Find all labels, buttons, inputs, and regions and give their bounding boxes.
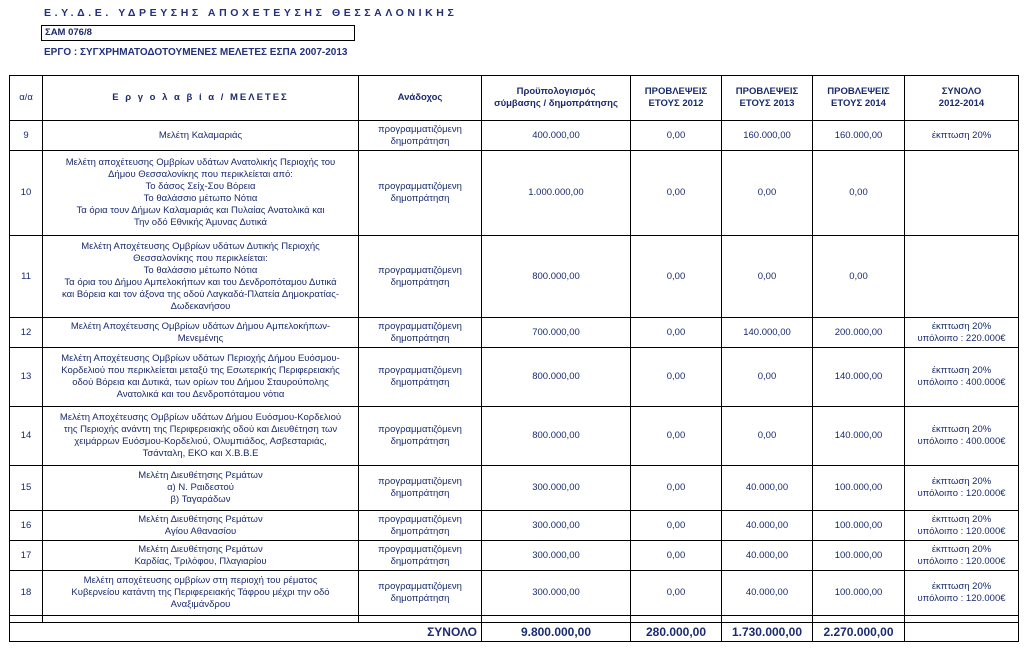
- row-total-note: [905, 318, 1019, 348]
- contractor-line: δημοπράτηση: [390, 488, 450, 499]
- row-budget: 700.000,00: [482, 318, 631, 348]
- contractor-line: δημοπράτηση: [390, 555, 450, 567]
- row-contractor: [359, 348, 482, 407]
- row-index: 18: [10, 571, 43, 616]
- description-line: Καρδίας, Τριλόφου, Πλαγιαρίου: [134, 555, 267, 567]
- row-2012: 0,00: [631, 236, 722, 318]
- col-2014-line2: ΕΤΟΥΣ 2014: [831, 98, 886, 109]
- row-description: [43, 151, 359, 236]
- row-budget: 800.000,00: [482, 407, 631, 466]
- row-2013: 0,00: [722, 151, 813, 236]
- description-line: Το δάσος Σείχ-Σου Βόρεια: [145, 181, 256, 192]
- row-2012: 0,00: [631, 121, 722, 151]
- row-contractor: [359, 541, 482, 571]
- row-index: 14: [10, 407, 43, 466]
- contractor-line: δημοπράτηση: [390, 525, 450, 537]
- note-line: υπόλοιπο : 120.000€: [917, 593, 1006, 604]
- col-2013-line1: ΠΡΟΒΛΕΨΕΙΣ: [735, 86, 799, 97]
- row-2013: 140.000,00: [722, 318, 813, 348]
- table-row: [10, 121, 1019, 151]
- note-line: έκπτωση 20%: [931, 129, 992, 141]
- row-2014: 0,00: [813, 236, 905, 318]
- note-line: υπόλοιπο : 400.000€: [917, 377, 1006, 388]
- description-line: χειμάρρων Ευόσμου-Κορδελιού, Ολυμπιάδος, Ασβεσταριάς,: [74, 436, 327, 447]
- col-2013-line2: ΕΤΟΥΣ 2013: [739, 98, 795, 109]
- row-2012: 0,00: [631, 541, 722, 571]
- description-line: Το θαλάσσιο μέτωπο Νότια: [143, 264, 258, 276]
- row-total-note: [905, 348, 1019, 407]
- row-2012: 0,00: [631, 511, 722, 541]
- note-line: υπόλοιπο : 120.000€: [917, 525, 1006, 537]
- totals-2013: 1.730.000,00: [722, 623, 813, 642]
- row-total-note: [905, 407, 1019, 466]
- description-line: Μελέτη αποχέτευσης ομβρίων στη περιοχή του ρέματος: [83, 575, 318, 586]
- row-budget: 800.000,00: [482, 348, 631, 407]
- col-total-line2: 2012-2014: [938, 98, 985, 109]
- contractor-line: προγραμματιζόμενη: [378, 513, 462, 525]
- row-contractor: [359, 236, 482, 318]
- contractor-line: δημοπράτηση: [390, 332, 450, 344]
- note-line: έκπτωση 20%: [931, 320, 992, 332]
- row-2013: 0,00: [722, 348, 813, 407]
- col-works: Ε ρ γ ο λ α β ί α / ΜΕΛΕΤΕΣ: [43, 76, 359, 121]
- row-2012: 0,00: [631, 348, 722, 407]
- row-2013: 160.000,00: [722, 121, 813, 151]
- description-line: Τσάνταλη, ΕΚΟ και Χ.Β.Β.Ε: [142, 448, 259, 459]
- row-index: 9: [10, 121, 43, 151]
- note-line: υπόλοιπο : 400.000€: [917, 436, 1006, 447]
- row-2014: 140.000,00: [813, 407, 905, 466]
- totals-2012: 280.000,00: [631, 623, 722, 642]
- description-line: α) Ν. Ραιδεστού: [167, 482, 234, 493]
- contractor-line: προγραμματιζόμενη: [378, 320, 462, 332]
- header-row: [10, 76, 1019, 121]
- row-total-note: [905, 236, 1019, 318]
- row-total-note: [905, 151, 1019, 236]
- row-2012: 0,00: [631, 466, 722, 511]
- description-line: Τα όρια του Δήμου Αμπελοκήπων και του Δενδροπόταμου Δυτικά: [64, 276, 337, 288]
- col-budget-line1: Προϋπολογισμός: [516, 86, 596, 97]
- col-2014-line1: ΠΡΟΒΛΕΨΕΙΣ: [827, 86, 890, 97]
- row-2014: 100.000,00: [813, 571, 905, 616]
- note-line: έκπτωση 20%: [931, 581, 992, 592]
- totals-label: ΣΥΝΟΛΟ: [359, 623, 482, 642]
- row-2013: 40.000,00: [722, 466, 813, 511]
- row-contractor: [359, 571, 482, 616]
- row-index: 15: [10, 466, 43, 511]
- contractor-line: προγραμματιζόμενη: [378, 476, 462, 487]
- row-total-note: [905, 466, 1019, 511]
- note-line: έκπτωση 20%: [931, 476, 992, 487]
- row-2014: 0,00: [813, 151, 905, 236]
- col-index: α/α: [10, 76, 43, 121]
- col-2012-line1: ΠΡΟΒΛΕΨΕΙΣ: [644, 86, 708, 97]
- totals-row: [10, 623, 1019, 642]
- row-description: [43, 571, 359, 616]
- totals-2014: 2.270.000,00: [813, 623, 905, 642]
- table-row: [10, 571, 1019, 616]
- row-2014: 100.000,00: [813, 466, 905, 511]
- description-line: β) Ταγαράδων: [170, 494, 231, 505]
- table-row: [10, 466, 1019, 511]
- table-row: [10, 407, 1019, 466]
- row-description: [43, 511, 359, 541]
- table-row: [10, 151, 1019, 236]
- row-2013: 0,00: [722, 407, 813, 466]
- col-2014: [813, 76, 905, 121]
- contractor-line: δημοπράτηση: [390, 193, 450, 204]
- row-budget: 300.000,00: [482, 541, 631, 571]
- row-total-note: [905, 541, 1019, 571]
- description-line: Θεσσαλονίκης που περικλείεται:: [133, 252, 268, 264]
- row-2014: 100.000,00: [813, 511, 905, 541]
- row-description: [43, 466, 359, 511]
- row-description: [43, 121, 359, 151]
- description-line: Μελέτη Αποχέτευσης Ομβρίων υδάτων Δήμου Ευόσμου-Κορδελιού: [59, 412, 342, 423]
- row-total-note: [905, 121, 1019, 151]
- description-line: Ανατολικά και του Δενδροπόταμου νότια: [116, 389, 285, 400]
- budget-table: [9, 75, 1019, 642]
- totals-total: [905, 623, 1019, 642]
- row-contractor: [359, 511, 482, 541]
- note-line: έκπτωση 20%: [931, 424, 992, 435]
- row-2013: 40.000,00: [722, 511, 813, 541]
- table-row: [10, 318, 1019, 348]
- row-2013: 40.000,00: [722, 541, 813, 571]
- contractor-line: δημοπράτηση: [390, 135, 450, 147]
- table-row: [10, 348, 1019, 407]
- row-2014: 200.000,00: [813, 318, 905, 348]
- row-description: [43, 318, 359, 348]
- description-line: Δωδεκανήσου: [170, 300, 231, 312]
- description-line: Μελέτη Διευθέτησης Ρεμάτων: [138, 543, 263, 555]
- row-2014: 100.000,00: [813, 541, 905, 571]
- table-row: [10, 541, 1019, 571]
- contractor-line: προγραμματιζόμενη: [378, 543, 462, 555]
- row-description: [43, 348, 359, 407]
- note-line: υπόλοιπο : 120.000€: [917, 488, 1006, 499]
- col-total: [905, 76, 1019, 121]
- row-2013: 0,00: [722, 236, 813, 318]
- organization-title: Ε.Υ.Δ.Ε. ΥΔΡΕΥΣΗΣ ΑΠΟΧΕΤΕΥΣΗΣ ΘΕΣΣΑΛΟΝΙΚΗΣ: [44, 7, 458, 19]
- row-contractor: [359, 407, 482, 466]
- spacer-row: [10, 616, 1019, 623]
- contractor-line: προγραμματιζόμενη: [378, 424, 462, 435]
- description-line: Το θαλάσσιο μέτωπο Νότια: [143, 193, 258, 204]
- code-box: ΣΑΜ 076/8: [41, 25, 355, 41]
- row-2014: 160.000,00: [813, 121, 905, 151]
- description-line: και Βόρεια και τον άξονα της οδού Λαγκαδά-Πλατεία Δημοκρατίας-: [61, 288, 340, 300]
- table-row: [10, 511, 1019, 541]
- col-contractor: Ανάδοχος: [359, 76, 482, 121]
- description-line: Μελέτη Αποχέτευσης Ομβρίων υδάτων Περιοχής Δήμου Ευόσμου-: [61, 353, 340, 364]
- table-row: [10, 236, 1019, 318]
- row-contractor: [359, 121, 482, 151]
- col-total-line1: ΣΥΝΟΛΟ: [941, 86, 982, 97]
- description-line: Κορδελιού που περικλείεται μεταξύ της Εσωτερικής Περιφερειακής: [61, 365, 340, 376]
- description-line: Μελέτη Αποχέτευσης Ομβρίων υδάτων Δυτικής Περιοχής: [81, 240, 320, 252]
- contractor-line: δημοπράτηση: [390, 377, 450, 388]
- row-2012: 0,00: [631, 318, 722, 348]
- contractor-line: προγραμματιζόμενη: [378, 264, 462, 276]
- row-contractor: [359, 466, 482, 511]
- description-line: Μενεμένης: [177, 332, 224, 344]
- row-budget: 300.000,00: [482, 511, 631, 541]
- row-total-note: [905, 571, 1019, 616]
- row-index: 12: [10, 318, 43, 348]
- row-index: 13: [10, 348, 43, 407]
- description-line: Την οδό Εθνικής Άμυνας Δυτικά: [134, 217, 267, 228]
- description-line: Αναξιμάνδρου: [170, 599, 231, 610]
- description-line: Κυβερνείου κατάντη της Περιφερειακής Τάφρου μέχρι την οδό: [71, 587, 330, 598]
- note-line: έκπτωση 20%: [931, 513, 992, 525]
- col-budget: [482, 76, 631, 121]
- description-line: Μελέτη Διευθέτησης Ρεμάτων: [138, 513, 263, 525]
- totals-blank: [10, 623, 359, 642]
- description-line: της Περιοχής ανάντη της Περιφερειακής οδού και Διευθέτηση των: [63, 424, 338, 435]
- row-index: 17: [10, 541, 43, 571]
- description-line: Μελέτη αποχέτευσης Ομβρίων υδάτων Ανατολικής Περιοχής του: [65, 157, 336, 168]
- row-description: [43, 541, 359, 571]
- row-2012: 0,00: [631, 151, 722, 236]
- description-line: Δήμου Θεσσαλονίκης που περικλείεται από:: [108, 169, 293, 180]
- row-2012: 0,00: [631, 571, 722, 616]
- contractor-line: προγραμματιζόμενη: [378, 365, 462, 376]
- row-2014: 140.000,00: [813, 348, 905, 407]
- contractor-line: δημοπράτηση: [390, 436, 450, 447]
- row-2013: 40.000,00: [722, 571, 813, 616]
- description-line: Τα όρια τουν Δήμων Καλαμαριάς και Πυλαίας Ανατολικά και: [76, 205, 325, 216]
- row-budget: 1.000.000,00: [482, 151, 631, 236]
- col-2012-line2: ΕΤΟΥΣ 2012: [648, 98, 704, 109]
- contractor-line: προγραμματιζόμενη: [378, 181, 462, 192]
- row-budget: 300.000,00: [482, 466, 631, 511]
- description-line: οδού Βόρεια και Δυτικά, των ορίων του Δήμου Σταυρούπολης: [72, 377, 329, 388]
- description-line: Μελέτη Αποχέτευσης Ομβρίων υδάτων Δήμου Αμπελοκήπων-: [70, 320, 331, 332]
- row-description: [43, 236, 359, 318]
- description-line: Αγίου Αθανασίου: [164, 525, 237, 537]
- description-line: Μελέτη Καλαμαριάς: [158, 129, 243, 141]
- note-line: έκπτωση 20%: [931, 365, 992, 376]
- row-2012: 0,00: [631, 407, 722, 466]
- note-line: έκπτωση 20%: [931, 543, 992, 555]
- contractor-line: προγραμματιζόμενη: [378, 123, 462, 135]
- note-line: υπόλοιπο : 120.000€: [917, 555, 1006, 567]
- row-index: 11: [10, 236, 43, 318]
- row-budget: 400.000,00: [482, 121, 631, 151]
- col-2012: [631, 76, 722, 121]
- col-2013: [722, 76, 813, 121]
- contractor-line: δημοπράτηση: [390, 276, 450, 288]
- row-total-note: [905, 511, 1019, 541]
- row-budget: 800.000,00: [482, 236, 631, 318]
- totals-budget: 9.800.000,00: [482, 623, 631, 642]
- row-index: 16: [10, 511, 43, 541]
- col-budget-line2: σύμβασης / δημοπράτησης: [494, 98, 618, 109]
- row-contractor: [359, 151, 482, 236]
- contractor-line: δημοπράτηση: [390, 593, 450, 604]
- note-line: υπόλοιπο : 220.000€: [917, 332, 1006, 344]
- project-title: ΕΡΓΟ : ΣΥΓΧΡΗΜΑΤΟΔΟΤΟΥΜΕΝΕΣ ΜΕΛΕΤΕΣ ΕΣΠΑ 2007-2013: [44, 47, 348, 58]
- row-budget: 300.000,00: [482, 571, 631, 616]
- row-index: 10: [10, 151, 43, 236]
- row-contractor: [359, 318, 482, 348]
- contractor-line: προγραμματιζόμενη: [378, 581, 462, 592]
- description-line: Μελέτη Διευθέτησης Ρεμάτων: [138, 470, 263, 481]
- row-description: [43, 407, 359, 466]
